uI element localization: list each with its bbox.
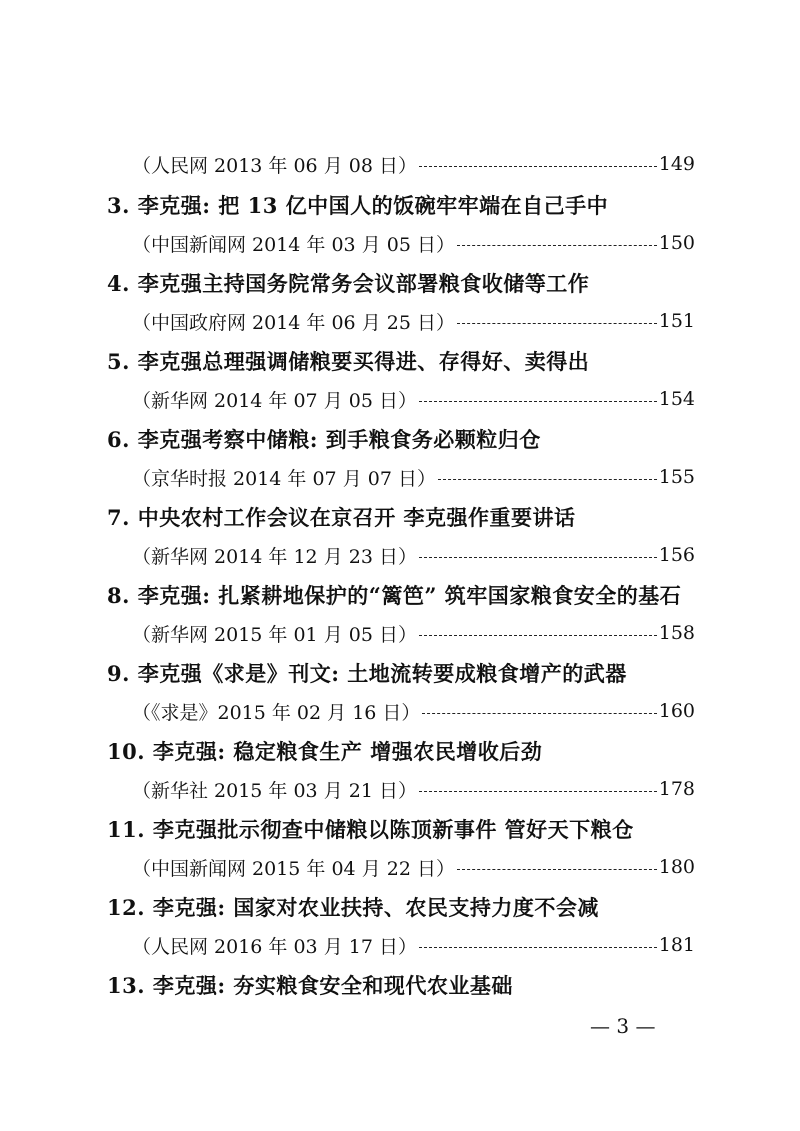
toc-source-line: [132, 535, 695, 575]
toc-entry-title[interactable]: 10. 李克强: 稳定粮食生产 增强农民增收后劲: [107, 739, 543, 764]
toc-source-line: [132, 223, 695, 263]
toc-page-number: 178: [658, 778, 695, 800]
toc-page-number: 160: [658, 700, 695, 722]
toc-source: （京华时报 2014 年 07 月 07 日）: [132, 467, 436, 490]
toc-entry-title[interactable]: 12. 李克强: 国家对农业扶持、农民支持力度不会减: [107, 895, 599, 920]
toc-source: （中国新闻网 2015 年 04 月 22 日）: [132, 857, 455, 880]
toc-source: （新华网 2015 年 01 月 05 日）: [132, 623, 417, 646]
toc-page-number: 149: [658, 153, 695, 175]
toc-page-number: 151: [658, 310, 695, 332]
toc-source: （人民网 2013 年 06 月 08 日）: [132, 154, 417, 177]
dot-leader: [419, 557, 657, 558]
toc-page-number: 158: [658, 622, 695, 644]
dot-leader: [457, 323, 657, 324]
dot-leader: [457, 245, 657, 246]
toc-source-line: [132, 769, 695, 809]
toc-page-number: 154: [658, 388, 695, 410]
toc-source: （人民网 2016 年 03 月 17 日）: [132, 935, 417, 958]
toc-source: （中国新闻网 2014 年 03 月 05 日）: [132, 233, 455, 256]
toc-source: （新华社 2015 年 03 月 21 日）: [132, 779, 417, 802]
toc-source-line: [132, 457, 695, 497]
toc-entry-title[interactable]: 3. 李克强: 把 13 亿中国人的饭碗牢牢端在自己手中: [107, 193, 609, 218]
toc-source: （中国政府网 2014 年 06 月 25 日）: [132, 311, 455, 334]
toc-page-number: 181: [658, 934, 695, 956]
toc-page-number: 155: [658, 466, 695, 488]
toc-entry-title[interactable]: 7. 中央农村工作会议在京召开 李克强作重要讲话: [107, 505, 576, 530]
toc-page-number: 156: [658, 544, 695, 566]
toc-entry-title[interactable]: 4. 李克强主持国务院常务会议部署粮食收储等工作: [107, 271, 590, 296]
page-footer-number: — 3 —: [590, 1014, 656, 1038]
toc-entry-title[interactable]: 8. 李克强: 扎紧耕地保护的“篱笆” 筑牢国家粮食安全的基石: [107, 583, 682, 608]
dot-leader: [419, 635, 657, 636]
dot-leader: [419, 947, 657, 948]
dot-leader: [419, 166, 657, 167]
toc-page-number: 180: [658, 856, 695, 878]
dot-leader: [419, 791, 657, 792]
toc-source: （《求是》2015 年 02 月 16 日）: [132, 701, 421, 724]
dot-leader: [457, 869, 657, 870]
toc-source: （新华网 2014 年 07 月 05 日）: [132, 389, 417, 412]
toc-source-line: [132, 613, 695, 653]
toc-entry-title[interactable]: 6. 李克强考察中储粮: 到手粮食务必颗粒归仓: [107, 427, 541, 452]
toc-source: （新华网 2014 年 12 月 23 日）: [132, 545, 417, 568]
toc-source-line: [132, 301, 695, 341]
toc-source-line: [132, 847, 695, 887]
toc-page-number: 150: [658, 232, 695, 254]
toc-source-line: [132, 144, 695, 184]
toc-entry-title[interactable]: 5. 李克强总理强调储粮要买得进、存得好、卖得出: [107, 349, 590, 374]
dot-leader: [419, 401, 657, 402]
toc-source-line: [132, 379, 695, 419]
toc-source-line: [132, 925, 695, 965]
dot-leader: [438, 479, 657, 480]
dot-leader: [422, 713, 656, 714]
toc-entry-title[interactable]: 9. 李克强《求是》刊文: 土地流转要成粮食增产的武器: [107, 661, 627, 686]
toc-entry-title[interactable]: 13. 李克强: 夯实粮食安全和现代农业基础: [107, 973, 513, 998]
toc-source-line: [132, 691, 695, 731]
toc-entry-title[interactable]: 11. 李克强批示彻查中储粮以陈顶新事件 管好天下粮仓: [107, 817, 634, 842]
